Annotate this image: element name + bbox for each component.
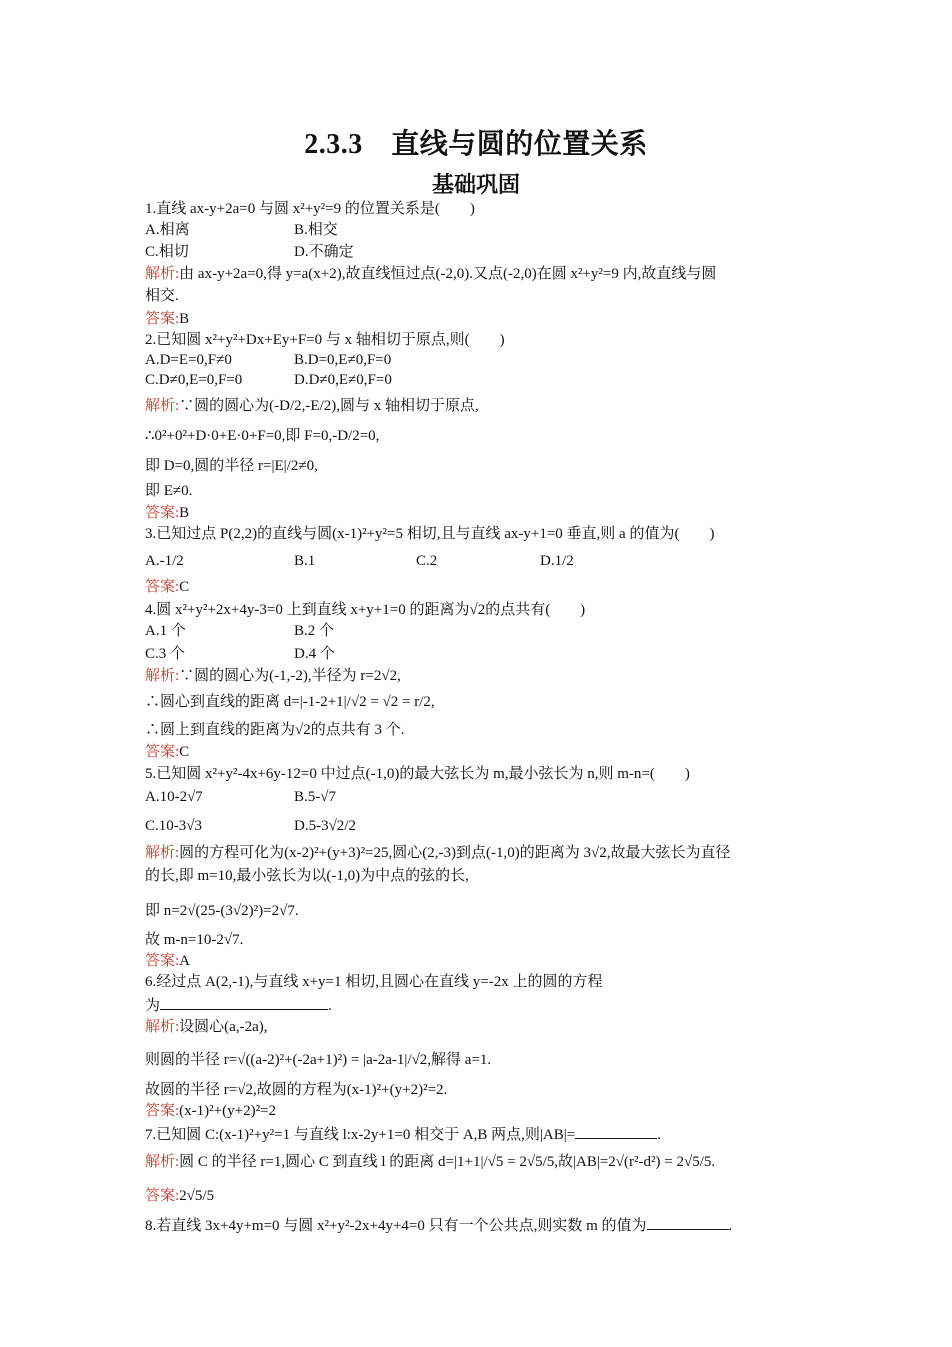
q5-option-c: C.10-3√3 (145, 818, 202, 834)
q4-analysis-text: ∵圆的圆心为(-1,-2),半径为 r=2√2, (179, 668, 401, 684)
q6-answer-line (145, 1101, 276, 1121)
answer-tag: 答案: (145, 744, 180, 760)
q2-option-b: B.D=0,E≠0,F=0 (294, 352, 392, 368)
q4-analysis-step-2: ∴圆心到直线的距离 d=|-1-2+1|/√2 = √2 = r/2, (145, 694, 435, 710)
q3-answer-line (145, 577, 189, 597)
answer-tag: 答案: (145, 1188, 180, 1204)
q5-answer-line (145, 951, 190, 971)
q6-analysis-step-2: 则圆的半径 r=√((a-2)²+(-2a+1)²) = |a-2a-1|/√2,解得 a=1. (145, 1052, 492, 1068)
q6-stem-cont: 为 . (145, 994, 332, 1016)
q2-option-d: D.D≠0,E≠0,F=0 (294, 372, 392, 388)
analysis-tag: 解析: (145, 266, 180, 282)
q2-stem: 2.已知圆 x²+y²+Dx+Ey+F=0 与 x 轴相切于原点,则( ) (145, 332, 505, 348)
q3-option-c: C.2 (416, 553, 438, 569)
q3-option-b: B.1 (294, 553, 316, 569)
answer-tag: 答案: (145, 953, 180, 969)
q2-answer: B (179, 505, 190, 521)
q4-option-b: B.2 个 (294, 623, 335, 639)
q5-option-a: A.10-2√7 (145, 789, 203, 805)
analysis-tag: 解析: (145, 668, 180, 684)
answer-tag: 答案: (145, 505, 180, 521)
q1-analysis-line (145, 264, 716, 284)
q4-option-c: C.3 个 (145, 646, 186, 662)
q4-answer-line (145, 742, 189, 762)
q3-option-d: D.1/2 (540, 553, 574, 569)
q5-option-d: D.5-3√2/2 (294, 818, 356, 834)
q2-analysis-text: ∵圆的圆心为(-D/2,-E/2),圆与 x 轴相切于原点, (179, 398, 479, 414)
q1-analysis-cont: 相交. (145, 288, 179, 304)
q2-option-c: C.D≠0,E=0,F=0 (145, 372, 243, 388)
q6-analysis-step-3: 故圆的半径 r=√2,故圆的方程为(x-1)²+(y+2)²=2. (145, 1082, 448, 1098)
q4-analysis-step-3: ∴圆上到直线的距离为√2的点共有 3 个. (145, 722, 405, 738)
section-heading: 基础巩固 (431, 172, 520, 197)
q8-stem-line: 8.若直线 3x+4y+m=0 与圆 x²+y²-2x+4y+4=0 只有一个公共点,则实数 m 的值为 . (145, 1214, 732, 1236)
q7-answer: 2√5/5 (179, 1188, 215, 1204)
q2-option-a: A.D=E=0,F≠0 (145, 352, 232, 368)
q1-answer: B (179, 311, 190, 327)
q4-option-a: A.1 个 (145, 623, 186, 639)
analysis-tag: 解析: (145, 1154, 180, 1170)
q5-answer: A (179, 953, 191, 969)
answer-tag: 答案: (145, 1103, 180, 1119)
q4-stem: 4.圆 x²+y²+2x+4y-3=0 上到直线 x+y+1=0 的距离为√2的点共有( ) (145, 602, 586, 618)
q1-option-c: C.相切 (145, 244, 189, 260)
q6-answer: (x-1)²+(y+2)²=2 (179, 1103, 277, 1119)
q2-answer-line (145, 503, 189, 523)
q5-stem: 5.已知圆 x²+y²-4x+6y-12=0 中过点(-1,0)的最大弦长为 m,最小弦长为 n,则 m-n=( ) (145, 766, 690, 782)
q2-analysis-step-4: 即 E≠0. (145, 483, 193, 499)
q1-analysis-text: 由 ax-y+2a=0,得 y=a(x+2),故直线恒过点(-2,0).又点(-2,0)在圆 x²+y²=9 内,故直线与圆 (179, 266, 717, 282)
answer-tag: 答案: (145, 311, 180, 327)
q1-stem: 1.直线 ax-y+2a=0 与圆 x²+y²=9 的位置关系是( ) (145, 201, 475, 217)
q6-answer-blank (160, 994, 328, 1010)
q2-analysis-step-2: ∴0²+0²+D·0+E·0+F=0,即 F=0,-D/2=0, (145, 428, 380, 444)
q5-analysis-cont: 的长,即 m=10,最小弦长为以(-1,0)为中点的弦的长, (145, 868, 469, 884)
q5-analysis-line (145, 843, 730, 863)
q7-analysis-text: 圆 C 的半径 r=1,圆心 C 到直线 l 的距离 d=|1+1|/√5 = 2√5/5,故|AB|=2√(r²-d²) = 2√5/5. (179, 1154, 716, 1170)
q7-analysis-line (145, 1152, 715, 1172)
q1-option-a: A.相离 (145, 222, 190, 238)
answer-tag: 答案: (145, 579, 180, 595)
q1-option-b: B.相交 (294, 222, 338, 238)
q1-option-d: D.不确定 (294, 244, 354, 260)
q7-answer-line (145, 1186, 214, 1206)
q6-stem: 6.经过点 A(2,-1),与直线 x+y=1 相切,且圆心在直线 y=-2x 上的圆的方程 (145, 974, 603, 990)
analysis-tag: 解析: (145, 1019, 180, 1035)
q5-analysis-text: 圆的方程可化为(x-2)²+(y+3)²=25,圆心(2,-3)到点(-1,0)的距离为 3√2,故最大弦长为直径 (179, 845, 731, 861)
q8-stem: 8.若直线 3x+4y+m=0 与圆 x²+y²-2x+4y+4=0 只有一个公共点,则实数 m 的值为 (145, 1218, 647, 1234)
q7-answer-blank (575, 1123, 657, 1139)
q5-analysis-step-3: 即 n=2√(25-(3√2)²)=2√7. (145, 903, 299, 919)
q3-stem: 3.已知过点 P(2,2)的直线与圆(x-1)²+y²=5 相切,且与直线 ax-y+1=0 垂直,则 a 的值为( ) (145, 526, 715, 542)
q6-stem-end: 为 (145, 998, 161, 1014)
analysis-tag: 解析: (145, 398, 180, 414)
q2-analysis-line (145, 396, 479, 416)
q4-option-d: D.4 个 (294, 646, 335, 662)
q7-stem: 7.已知圆 C:(x-1)²+y²=1 与直线 l:x-2y+1=0 相交于 A,B 两点,则|AB|= (145, 1127, 576, 1143)
q2-analysis-step-3: 即 D=0,圆的半径 r=|E|/2≠0, (145, 458, 318, 474)
q3-answer: C (179, 579, 190, 595)
q6-analysis-line (145, 1017, 267, 1037)
q4-analysis-line (145, 666, 401, 686)
q3-option-a: A.-1/2 (145, 553, 184, 569)
q5-analysis-step-4: 故 m-n=10-2√7. (145, 932, 244, 948)
page-title: 2.3.3 直线与圆的位置关系 (304, 129, 648, 160)
analysis-tag: 解析: (145, 845, 180, 861)
q5-option-b: B.5-√7 (294, 789, 336, 805)
q7-stem-line: 7.已知圆 C:(x-1)²+y²=1 与直线 l:x-2y+1=0 相交于 A,B 两点,则|AB|= . (145, 1123, 661, 1145)
q6-analysis-text: 设圆心(a,-2a), (179, 1019, 268, 1035)
q1-answer-line (145, 309, 189, 329)
q4-answer: C (179, 744, 190, 760)
q8-answer-blank (647, 1214, 729, 1230)
